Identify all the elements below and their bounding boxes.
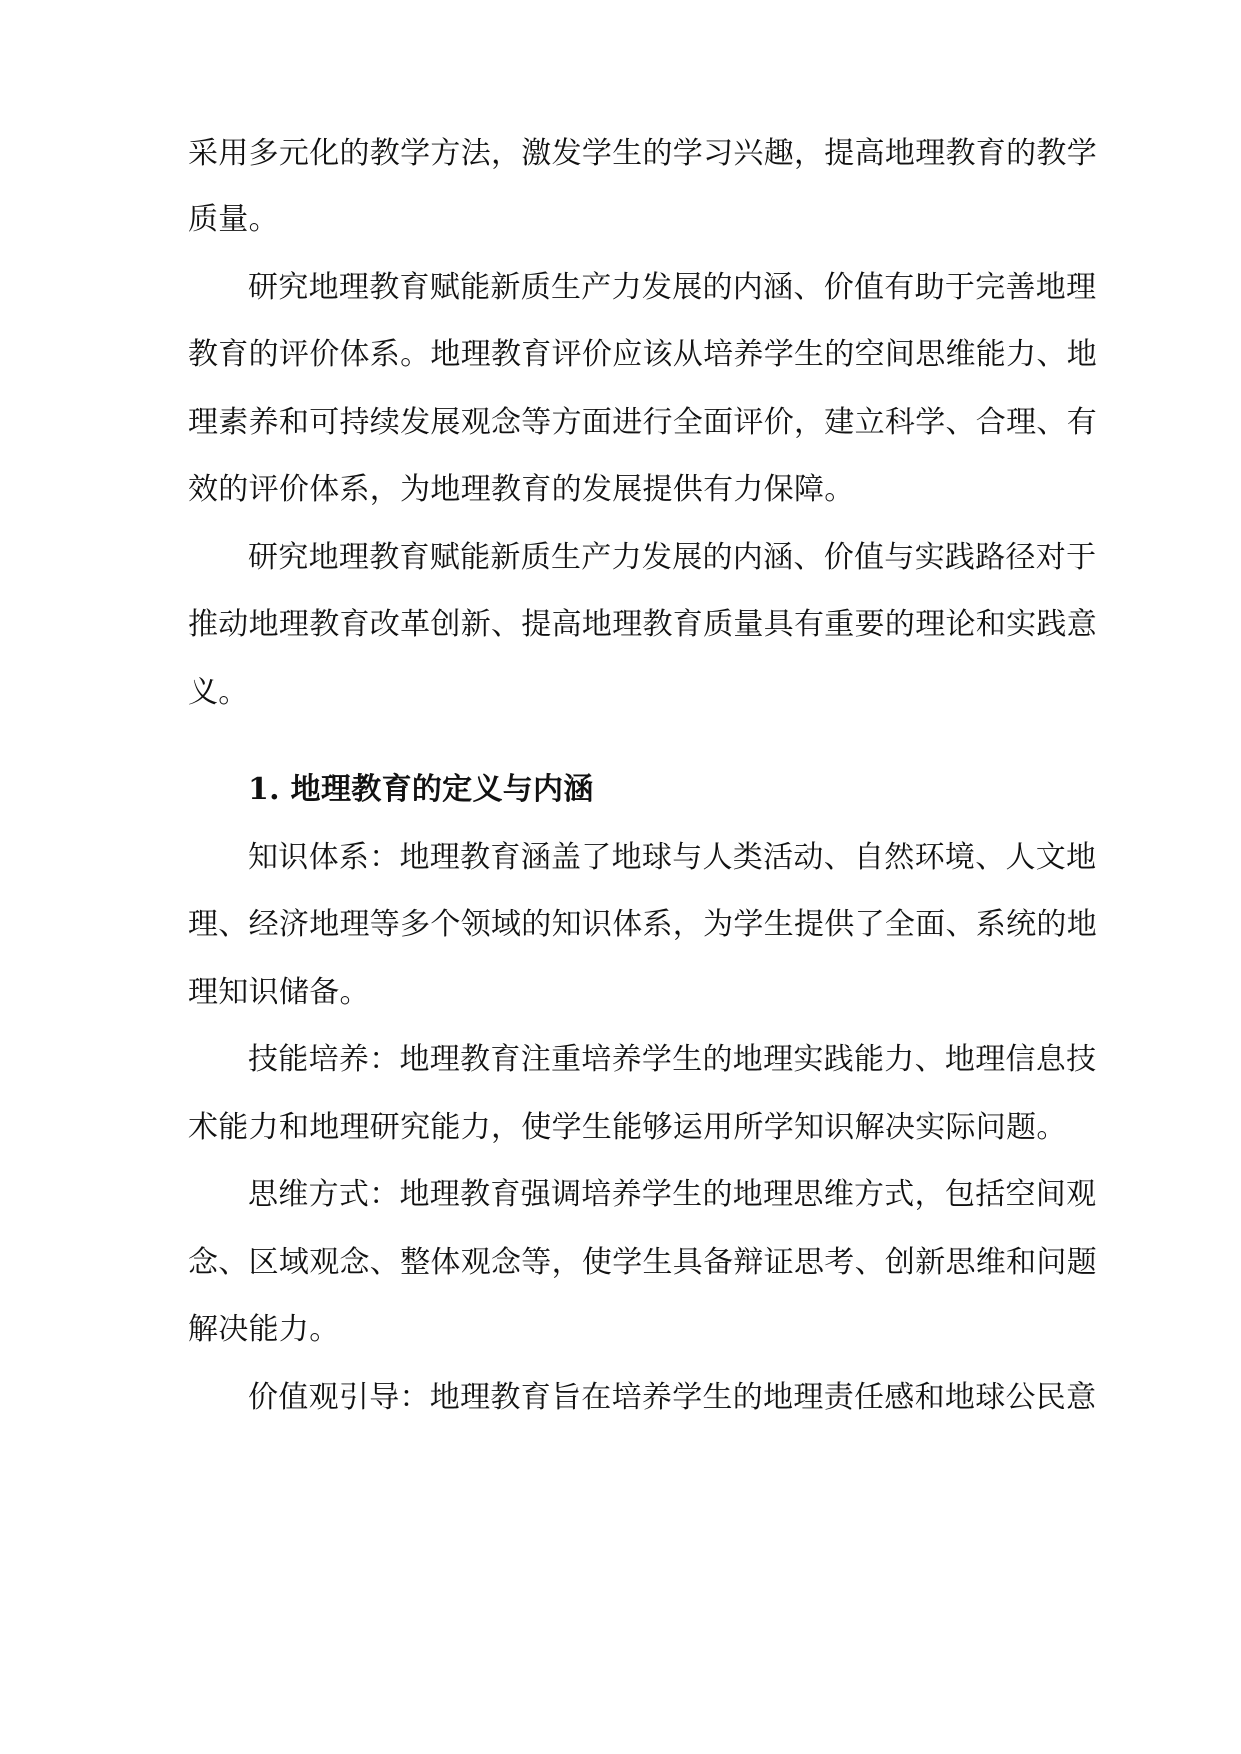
paragraph-line: 研究地理教育赋能新质生产力发展的内涵、价值与实践路径对于 [248, 540, 1097, 575]
paragraph-line: 技能培养：地理教育注重培养学生的地理实践能力、地理信息技 [248, 1042, 1097, 1077]
paragraph-line: 术能力和地理研究能力，使学生能够运用所学知识解决实际问题。 [188, 1110, 1067, 1145]
paragraph-line: 理知识储备。 [188, 975, 370, 1010]
paragraph-line: 念、区域观念、整体观念等，使学生具备辩证思考、创新思维和问题 [188, 1245, 1097, 1280]
paragraph-line: 教育的评价体系。地理教育评价应该从培养学生的空间思维能力、地 [188, 337, 1097, 372]
paragraph-line: 思维方式：地理教育强调培养学生的地理思维方式，包括空间观 [248, 1177, 1097, 1212]
paragraph-line: 质量。 [188, 202, 279, 237]
paragraph-line: 理、经济地理等多个领域的知识体系，为学生提供了全面、系统的地 [188, 907, 1097, 942]
paragraph-line: 知识体系：地理教育涵盖了地球与人类活动、自然环境、人文地 [248, 840, 1097, 875]
paragraph-line: 采用多元化的教学方法，激发学生的学习兴趣，提高地理教育的教学 [188, 136, 1097, 171]
paragraph-line: 解决能力。 [188, 1312, 340, 1347]
paragraph-line: 推动地理教育改革创新、提高地理教育质量具有重要的理论和实践意 [188, 607, 1097, 642]
paragraph-line: 价值观引导：地理教育旨在培养学生的地理责任感和地球公民意 [248, 1380, 1097, 1415]
paragraph-line: 效的评价体系，为地理教育的发展提供有力保障。 [188, 472, 855, 507]
paragraph-line: 研究地理教育赋能新质生产力发展的内涵、价值有助于完善地理 [248, 270, 1097, 305]
paragraph-line: 理素养和可持续发展观念等方面进行全面评价，建立科学、合理、有 [188, 405, 1097, 440]
paragraph-line: 义。 [188, 675, 249, 710]
section-heading: 1. 地理教育的定义与内涵 [248, 772, 594, 807]
